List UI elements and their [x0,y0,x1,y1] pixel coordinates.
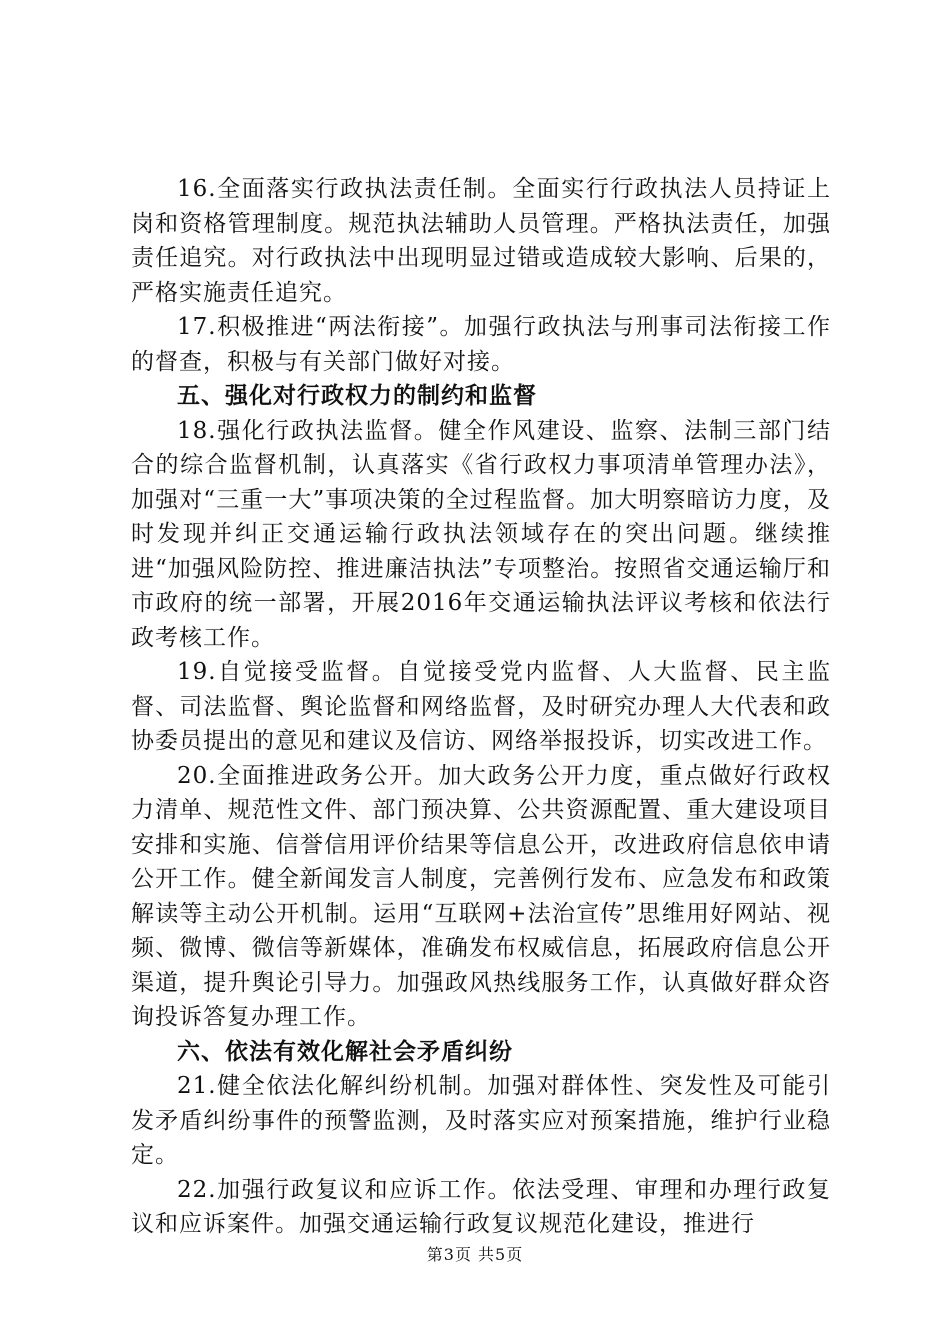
paragraph-21: 21.健全依法化解纠纷机制。加强对群体性、突发性及可能引发矛盾纠纷事件的预警监测，及时落实应对预案措施，维护行业稳定。 [131,1073,831,1168]
paragraph-22: 22.加强行政复议和应诉工作。依法受理、审理和办理行政复议和应诉案件。加强交通运输行政复议规范化建设，推进行 [131,1176,831,1237]
paragraph-17: 17.积极推进“两法衔接”。加强行政执法与刑事司法衔接工作的督查，积极与有关部门做好对接。 [131,314,831,375]
section-heading-6: 六、依法有效化解社会矛盾纠纷 [177,1038,513,1065]
document-body [131,172,831,1242]
section-heading-5: 五、强化对行政权力的制约和监督 [177,383,537,409]
paragraph-16: 16.全面落实行政执法责任制。全面实行行政执法人员持证上岗和资格管理制度。规范执法辅助人员管理。严格执法责任，加强责任追究。对行政执法中出现明显过错或造成较大影响、后果的，严格实施责任追究。 [131,176,831,306]
paragraph-19: 19.自觉接受监督。自觉接受党内监督、人大监督、民主监督、司法监督、舆论监督和网络监督，及时研究办理人大代表和政协委员提出的意见和建议及信访、网络举报投诉，切实改进工作。 [131,659,831,754]
paragraph-18: 18.强化行政执法监督。健全作风建设、监察、法制三部门结合的综合监督机制，认真落实《省行政权力事项清单管理办法》，加强对“三重一大”事项决策的全过程监督。加大明察暗访力度，及时发现并纠正交通运输行政执法领域存在的突出问题。继续推进“加强风险防控、推进廉洁执法”专项整治。按照省交通运输厅和市政府的统一部署，开展2016年交通运输执法评议考核和依法行政考核工作。 [131,417,831,651]
paragraph-20: 20.全面推进政务公开。加大政务公开力度，重点做好行政权力清单、规范性文件、部门预决算、公共资源配置、重大建设项目安排和实施、信誉信用评价结果等信息公开，改进政府信息依申请公开工作。健全新闻发言人制度，完善例行发布、应急发布和政策解读等主动公开机制。运用“互联网+法治宣传”思维用好网站、视频、微博、微信等新媒体，准确发布权威信息，拓展政府信息公开渠道，提升舆论引导力。加强政风热线服务工作，认真做好群众咨询投诉答复办理工作。 [131,762,831,1030]
page-number-indicator: 第3页 共5页 [426,1245,524,1264]
page-footer [0,1243,950,1267]
